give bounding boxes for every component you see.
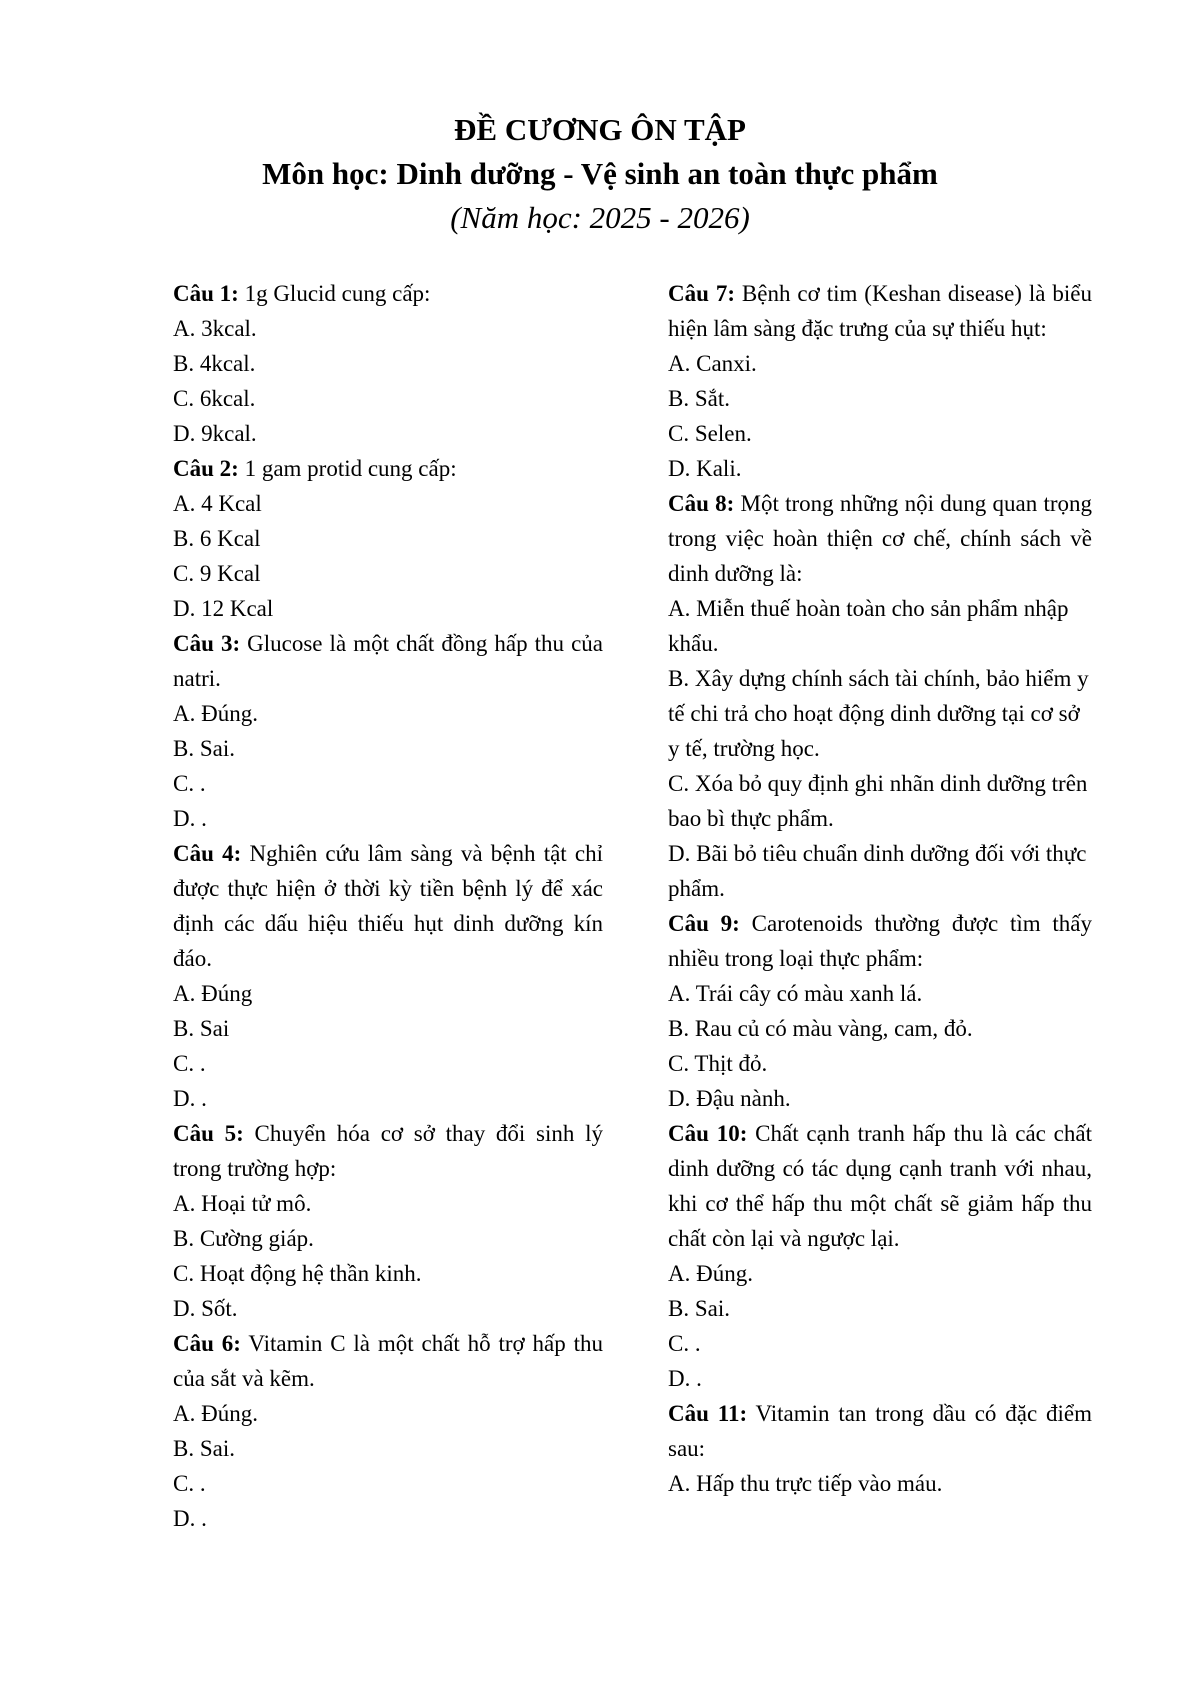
answer-option: A. Đúng.	[173, 1401, 258, 1426]
answer-option: B. Cường giáp.	[173, 1226, 314, 1251]
answer-option: B. Sai.	[173, 1436, 235, 1461]
question-number: Câu 2:	[173, 456, 239, 481]
answer-option: D. .	[173, 1086, 207, 1111]
answer-option: C. Thịt đỏ.	[668, 1051, 768, 1076]
question-number: Câu 1:	[173, 281, 239, 306]
answer-option: C. .	[173, 1471, 206, 1496]
answer-option: C. Selen.	[668, 421, 752, 446]
answer-option: B. Sai.	[668, 1296, 730, 1321]
answer-option: C. 6kcal.	[173, 386, 256, 411]
right-column	[668, 276, 1092, 1501]
question-number: Câu 7:	[668, 281, 735, 306]
question-text: Chất cạnh tranh hấp thu là các chất dinh dưỡng có tác dụng cạnh tranh với nhau, khi cơ thể hấp thu một chất sẽ giảm hấp thu chất còn lại và ngược lại.	[668, 1121, 1092, 1251]
answer-option: B. Rau củ có màu vàng, cam, đỏ.	[668, 1016, 973, 1041]
answer-option: A. Đúng.	[173, 701, 258, 726]
question-text: Nghiên cứu lâm sàng và bệnh tật chỉ được thực hiện ở thời kỳ tiền bệnh lý để xác định các dấu hiệu thiếu hụt dinh dưỡng kín đáo.	[173, 841, 603, 971]
question-item	[173, 836, 603, 1116]
document-header	[0, 108, 1200, 240]
question-stem	[173, 276, 603, 311]
question-stem	[173, 626, 603, 696]
question-stem	[668, 906, 1092, 976]
question-number: Câu 3:	[173, 631, 241, 656]
question-text: 1 gam protid cung cấp:	[238, 456, 457, 481]
question-text: Chuyển hóa cơ sở thay đổi sinh lý trong trường hợp:	[173, 1121, 603, 1181]
answer-option: D. Bãi bỏ tiêu chuẩn dinh dưỡng đối với thực phẩm.	[668, 841, 1087, 901]
answer-option: D. Kali.	[668, 456, 742, 481]
academic-year: (Năm học: 2025 - 2026)	[450, 200, 750, 235]
answer-option: C. .	[173, 771, 206, 796]
answer-option: B. Sắt.	[668, 386, 730, 411]
question-text: Carotenoids thường được tìm thấy nhiều trong loại thực phẩm:	[668, 911, 1092, 971]
answer-option: D. .	[668, 1366, 702, 1391]
answer-option: D. Sốt.	[173, 1296, 238, 1321]
question-item	[173, 451, 603, 626]
question-number: Câu 10:	[668, 1121, 748, 1146]
question-item	[668, 1116, 1092, 1396]
question-number: Câu 4:	[173, 841, 242, 866]
question-stem	[668, 1116, 1092, 1256]
question-number: Câu 6:	[173, 1331, 241, 1356]
question-item	[668, 486, 1092, 906]
answer-option: B. 4kcal.	[173, 351, 256, 376]
question-stem	[668, 1396, 1092, 1466]
answer-option: A. 4 Kcal	[173, 491, 262, 516]
question-stem	[173, 836, 603, 976]
answer-option: B. Sai	[173, 1016, 230, 1041]
answer-option: D. .	[173, 806, 207, 831]
answer-option: B. 6 Kcal	[173, 526, 261, 551]
question-item	[668, 906, 1092, 1116]
answer-option: A. Hoại tử mô.	[173, 1191, 312, 1216]
question-item	[173, 1326, 603, 1536]
answer-option: B. Xây dựng chính sách tài chính, bảo hiểm y tế chi trả cho hoạt động dinh dưỡng tại cơ sở y tế, trường học.	[668, 666, 1089, 761]
question-item	[173, 626, 603, 836]
left-column	[173, 276, 603, 1536]
question-number: Câu 11:	[668, 1401, 748, 1426]
answer-option: C. Xóa bỏ quy định ghi nhãn dinh dưỡng trên bao bì thực phẩm.	[668, 771, 1088, 831]
question-item	[668, 1396, 1092, 1501]
question-text: Vitamin tan trong dầu có đặc điểm sau:	[668, 1401, 1092, 1461]
question-stem	[668, 276, 1092, 346]
question-text: 1g Glucid cung cấp:	[238, 281, 431, 306]
answer-option: D. 12 Kcal	[173, 596, 274, 621]
answer-option: C. .	[668, 1331, 701, 1356]
answer-option: D. .	[173, 1506, 207, 1531]
answer-option: A. Canxi.	[668, 351, 757, 376]
question-stem	[173, 1116, 603, 1186]
question-stem	[173, 451, 603, 486]
answer-option: A. Hấp thu trực tiếp vào máu.	[668, 1471, 943, 1496]
question-number: Câu 5:	[173, 1121, 244, 1146]
answer-option: C. 9 Kcal	[173, 561, 261, 586]
question-text: Một trong những nội dung quan trọng trong việc hoàn thiện cơ chế, chính sách về dinh dưỡng là:	[668, 491, 1092, 586]
answer-option: A. Đúng.	[668, 1261, 753, 1286]
question-stem	[173, 1326, 603, 1396]
answer-option: D. Đậu nành.	[668, 1086, 791, 1111]
question-text: Bệnh cơ tim (Keshan disease) là biểu hiện lâm sàng đặc trưng của sự thiếu hụt:	[668, 281, 1092, 341]
question-item	[668, 276, 1092, 486]
answer-option: A. Miễn thuế hoàn toàn cho sản phẩm nhập khẩu.	[668, 596, 1069, 656]
question-item	[173, 276, 603, 451]
answer-option: A. Đúng	[173, 981, 253, 1006]
answer-option: C. .	[173, 1051, 206, 1076]
document-subtitle: Môn học: Dinh dưỡng - Vệ sinh an toàn thực phẩm	[262, 156, 938, 191]
question-number: Câu 8:	[668, 491, 735, 516]
question-number: Câu 9:	[668, 911, 740, 936]
question-item	[173, 1116, 603, 1326]
answer-option: A. 3kcal.	[173, 316, 257, 341]
question-text: Vitamin C là một chất hỗ trợ hấp thu của sắt và kẽm.	[173, 1331, 604, 1391]
answer-option: C. Hoạt động hệ thần kinh.	[173, 1261, 422, 1286]
question-text: Glucose là một chất đồng hấp thu của natri.	[173, 631, 603, 691]
answer-option: B. Sai.	[173, 736, 235, 761]
question-stem	[668, 486, 1092, 591]
document-title: ĐỀ CƯƠNG ÔN TẬP	[454, 112, 746, 147]
answer-option: D. 9kcal.	[173, 421, 257, 446]
answer-option: A. Trái cây có màu xanh lá.	[668, 981, 923, 1006]
